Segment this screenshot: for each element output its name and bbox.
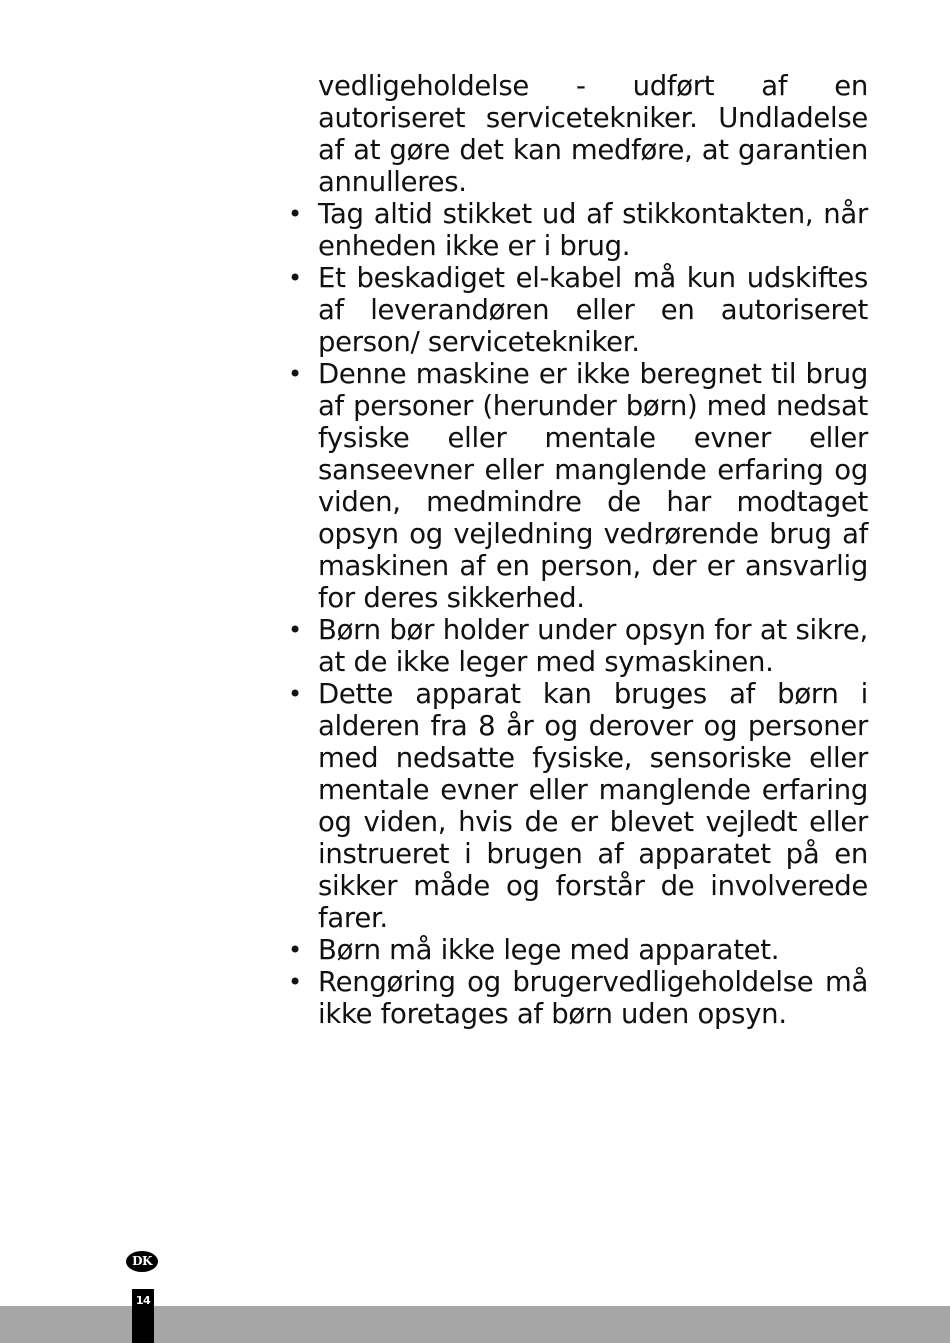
list-item (284, 966, 868, 1030)
list-item-text: Børn må ikke lege med apparatet. (318, 934, 780, 966)
main-text (284, 70, 868, 1030)
continuation-paragraph: vedligeholdelse - udført af en autoriseret servicetekniker. Undladelse af at gøre det kan medføre, at garantien annulleres. (318, 70, 868, 198)
list-item (284, 262, 868, 358)
bullet-icon: • (288, 968, 302, 996)
list-item-text: Denne maskine er ikke beregnet til brug af personer (herunder børn) med nedsat fysiske eller mentale evner eller sanseevner eller manglende erfaring og viden, medmindre de har modtaget opsyn og vejledning vedrørende brug af maskinen af en person, der er ansvarlig for deres sikkerhed. (318, 358, 868, 614)
bullet-icon: • (288, 680, 302, 708)
list-item (284, 678, 868, 934)
list-item-text: Dette apparat kan bruges af børn i alderen fra 8 år og derover og personer med nedsatte fysiske, sensoriske eller mentale evner eller manglende erfaring og viden, hvis de er blevet vejledt eller instrueret i brugen af apparatet på en sikker måde og forstår de involverede farer. (318, 678, 868, 934)
bullet-icon: • (288, 616, 302, 644)
list-item-text: Børn bør holder under opsyn for at sikre, at de ikke leger med symaskinen. (318, 614, 868, 678)
language-badge: DK (126, 1251, 158, 1272)
list-item-text: Tag altid stikket ud af stikkontakten, når enheden ikke er i brug. (318, 198, 868, 262)
list-item (284, 198, 868, 262)
list-item (284, 934, 868, 966)
bullet-icon: • (288, 936, 302, 964)
bullet-icon: • (288, 264, 302, 292)
page-number: 14 (132, 1289, 154, 1343)
bullet-icon: • (288, 200, 302, 228)
bullet-icon: • (288, 360, 302, 388)
safety-bullet-list (284, 198, 868, 1030)
list-item-text: Et beskadiget el-kabel må kun udskiftes af leverandøren eller en autoriseret person/ servicetekniker. (318, 262, 868, 358)
list-item (284, 614, 868, 678)
list-item-text: Rengøring og brugervedligeholdelse må ikke foretages af børn uden opsyn. (318, 966, 868, 1030)
list-item (284, 358, 868, 614)
